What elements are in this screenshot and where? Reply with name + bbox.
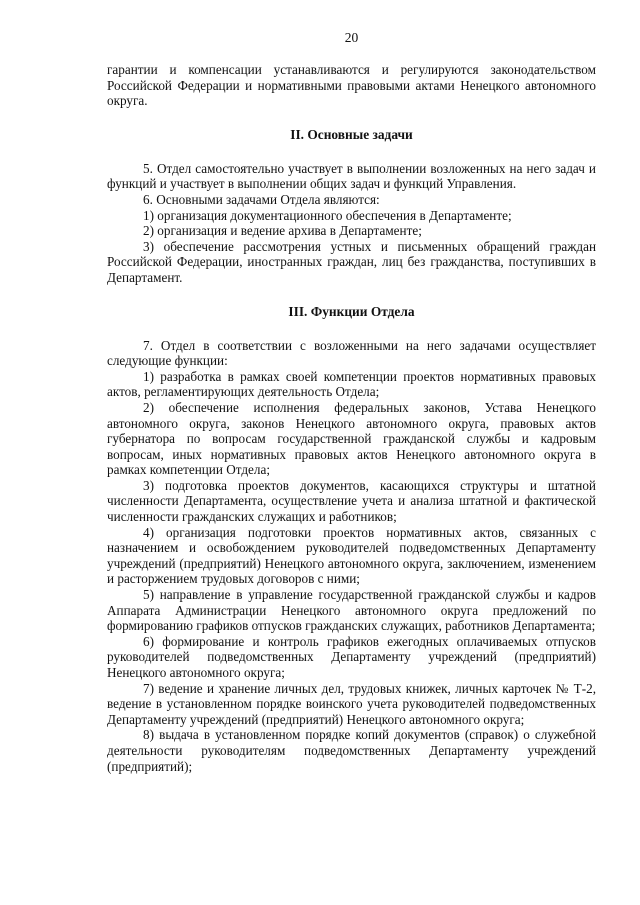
page-number: 20 bbox=[344, 30, 359, 45]
paragraph-5: 5. Отдел самостоятельно участвует в выполнении возложенных на него задач и функций и участвует в выполнении общих задач и функций Управления. bbox=[107, 160, 596, 192]
function-item-5: 5) направление в управление государственной гражданской службы и кадров Аппарата Администрации Ненецкого автономного округа предложений по формированию графиков отпусков гражданских служащих, работников Департамента; bbox=[107, 587, 596, 634]
intro-paragraph: гарантии и компенсации устанавливаются и регулируются законодательством Российской Федерации и нормативными правовыми актами Ненецкого автономного округа. bbox=[107, 62, 596, 109]
function-item-3: 3) подготовка проектов документов, касающихся структуры и штатной численности Департамента, осуществление учета и анализа штатной и фактической численности гражданских служащих и работников; bbox=[107, 477, 596, 525]
function-item-6: 6) формирование и контроль графиков ежегодных оплачиваемых отпусков руководителей подведомственных Департаменту учреждений (предприятий) Ненецкого автономного округа; bbox=[107, 633, 596, 680]
task-item-1: 1) организация документационного обеспечения в Департаменте; bbox=[143, 207, 512, 223]
function-item-7: 7) ведение и хранение личных дел, трудовых книжек, личных карточек № Т-2, ведение в установленном порядке воинского учета руководителей подведомственных Департаменту учреждений (предприятий) Ненецкого автономного округа; bbox=[107, 680, 596, 727]
paragraph-6: 6. Основными задачами Отдела являются: bbox=[143, 191, 380, 207]
function-item-1: 1) разработка в рамках своей компетенции проектов нормативных правовых актов, регламентирующих деятельность Отдела; bbox=[107, 368, 596, 400]
section-heading-functions: III. Функции Отдела bbox=[288, 303, 415, 319]
section-heading-tasks: II. Основные задачи bbox=[290, 126, 413, 142]
function-item-8: 8) выдача в установленном порядке копий документов (справок) о служебной деятельности руководителям подведомственных Департаменту учреждений (предприятий); bbox=[107, 727, 596, 774]
function-item-4: 4) организация подготовки проектов нормативных актов, связанных с назначением и освобождением руководителей подведомственных Департаменту учреждений (предприятий) Ненецкого автономного округа, заключением, изменением и расторжением трудовых договоров с ними; bbox=[107, 524, 596, 587]
document-body bbox=[107, 62, 596, 774]
task-item-2: 2) организация и ведение архива в Департаменте; bbox=[143, 223, 422, 239]
function-item-2: 2) обеспечение исполнения федеральных законов, Устава Ненецкого автономного округа, законов Ненецкого автономного округа, правовых актов губернатора по вопросам государственной гражданской службы и кадровым вопросам, иных нормативных правовых актов Ненецкого автономного округа в рамках компетенции Отдела; bbox=[107, 399, 596, 478]
paragraph-7: 7. Отдел в соответствии с возложенными на него задачами осуществляет следующие функции: bbox=[107, 337, 596, 369]
task-item-3: 3) обеспечение рассмотрения устных и письменных обращений граждан Российской Федерации, иностранных граждан, лиц без гражданства, поступивших в Департамент. bbox=[107, 238, 596, 285]
